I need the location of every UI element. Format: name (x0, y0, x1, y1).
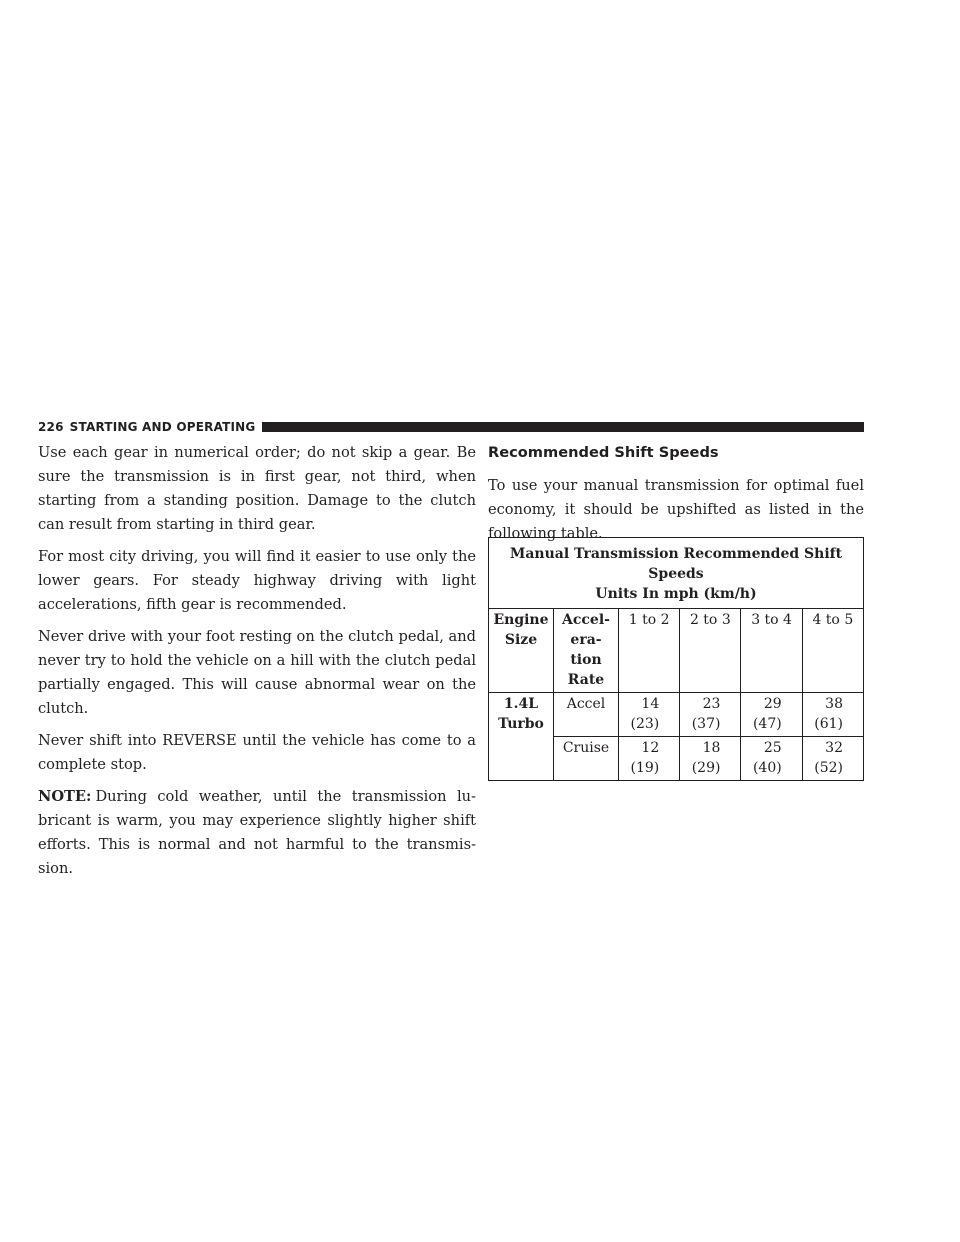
mph-value: 38 (825, 696, 843, 712)
note-paragraph (38, 785, 476, 881)
value-cell (619, 737, 680, 781)
shift-speeds-table (488, 537, 864, 781)
mph-value: 23 (702, 696, 721, 712)
section-title: STARTING AND OPERATING (69, 420, 256, 434)
kmh-value: (61) (814, 716, 843, 732)
paragraph-city-driving: For most city driving, you will find it easier to use only the lower gears. For steady highway driving with light accelerations, fifth gear is recommended. (38, 548, 476, 613)
kmh-value: (40) (752, 760, 782, 776)
value-cell (741, 737, 802, 781)
right-column (488, 441, 864, 776)
value-cell (741, 693, 802, 737)
table-subtitle: Units In mph (km/h) (595, 586, 757, 602)
mph-value: 12 (641, 740, 660, 756)
paragraph-clutch-pedal: Never drive with your foot resting on the clutch pedal, and never try to hold the vehicle on a hill with the clutch pedal partially engaged. This will cause abnormal wear on the clutch. (38, 628, 476, 717)
header-gear-1-2: 1 to 2 (619, 609, 680, 693)
header-rule (262, 422, 864, 432)
kmh-value: (47) (752, 716, 782, 732)
rate-cell: Cruise (554, 737, 619, 781)
engine-cell: 1.4L Turbo (489, 693, 554, 781)
note-label: NOTE: (38, 788, 92, 805)
kmh-value: (23) (630, 716, 660, 732)
section-heading: Recommended Shift Speeds (488, 444, 719, 461)
table-header-row (489, 609, 864, 693)
left-column (38, 441, 476, 889)
header-gear-3-4: 3 to 4 (741, 609, 802, 693)
kmh-value: (29) (691, 760, 721, 776)
mph-value: 25 (763, 740, 782, 756)
kmh-value: (37) (691, 716, 721, 732)
header-gear-4-5: 4 to 5 (802, 609, 863, 693)
page-header (38, 419, 864, 435)
mph-value: 32 (825, 740, 843, 756)
header-gear-2-3: 2 to 3 (680, 609, 741, 693)
value-cell (619, 693, 680, 737)
kmh-value: (52) (814, 760, 843, 776)
mph-value: 18 (702, 740, 721, 756)
mph-value: 29 (763, 696, 782, 712)
intro-paragraph: To use your manual transmission for optimal fuel economy, it should be upshifted as listed in the following table. (488, 477, 864, 542)
table-title: Manual Transmission Recommended Shift Speeds (509, 546, 843, 582)
note-text: During cold weather, until the transmission lu- bricant is warm, you may experience slightly higher shift efforts. This is normal and not harmful to the transmis- sion. (38, 788, 476, 877)
value-cell (680, 693, 741, 737)
paragraph-gear-order: Use each gear in numerical order; do not skip a gear. Be sure the transmission is in first gear, not third, when starting from a standing position. Damage to the clutch can result from starting in third gear. (38, 444, 476, 533)
header-acceleration-rate: Accel- era- tion Rate (554, 609, 619, 693)
rate-cell: Accel (554, 693, 619, 737)
table-title-row (489, 538, 864, 609)
paragraph-reverse: Never shift into REVERSE until the vehicle has come to a complete stop. (38, 732, 476, 773)
page-number: 226 (38, 420, 64, 434)
table-caption (489, 538, 864, 609)
value-cell (802, 737, 863, 781)
mph-value: 14 (641, 696, 660, 712)
table-row (489, 693, 864, 737)
kmh-value: (19) (630, 760, 660, 776)
header-engine-size: Engine Size (489, 609, 554, 693)
value-cell (802, 693, 863, 737)
value-cell (680, 737, 741, 781)
